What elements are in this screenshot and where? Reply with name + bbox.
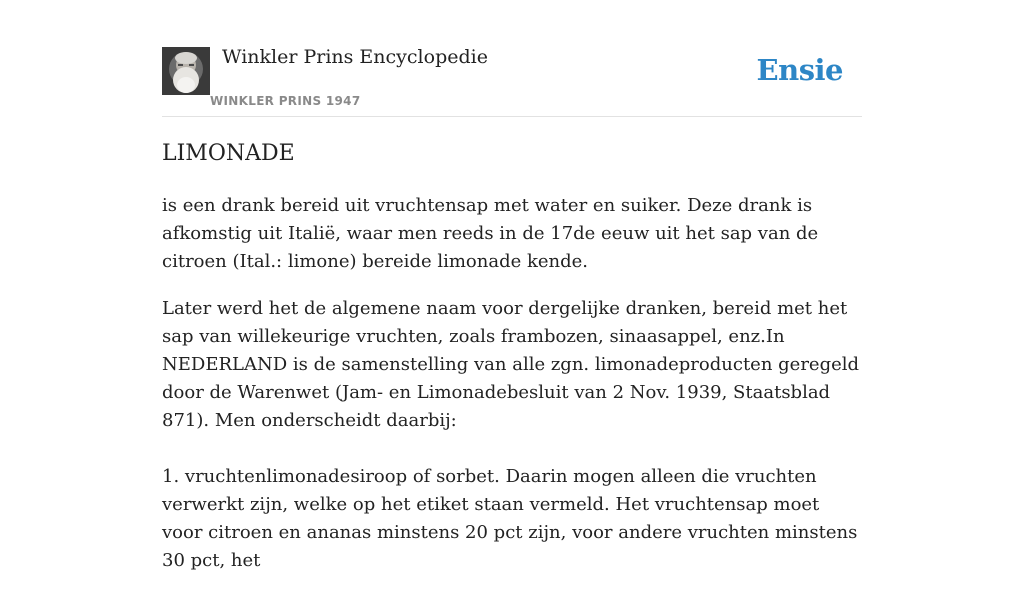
- article-paragraph: is een drank bereid uit vruchtensap met water en suiker. Deze drank is afkomstig uit Italië, waar men reeds in de 17de eeuw uit het sap van de citroen (Ital.: limone) bereide limonade kende.: [162, 195, 819, 272]
- portrait-avatar-icon[interactable]: [162, 47, 210, 95]
- source-subtitle[interactable]: WINKLER PRINS 1947: [210, 94, 361, 108]
- article-paragraph: 1. vruchtenlimonadesiroop of sorbet. Daarin mogen alleen die vruchten verwerkt zijn, welke op het etiket staan vermeld. Het vruchtensap moet voor citroen en ananas minstens 20 pct zijn, voor andere vruchten minstens 30 pct, het: [162, 466, 858, 571]
- source-header: [162, 46, 862, 117]
- brand-logo[interactable]: Ensie: [756, 53, 843, 87]
- article-headword: LIMONADE: [162, 141, 295, 166]
- source-title[interactable]: Winkler Prins Encyclopedie: [222, 46, 488, 68]
- article-body: [162, 192, 862, 594]
- article-paragraph: Later werd het de algemene naam voor dergelijke dranken, bereid met het sap van willekeurige vruchten, zoals frambozen, sinaasappel, enz.In NEDERLAND is de samenstelling van alle zgn. limonadeproducten geregeld door de Warenwet (Jam- en Limonadebesluit van 2 Nov. 1939, Staatsblad 871). Men onderscheidt daarbij:: [162, 298, 860, 431]
